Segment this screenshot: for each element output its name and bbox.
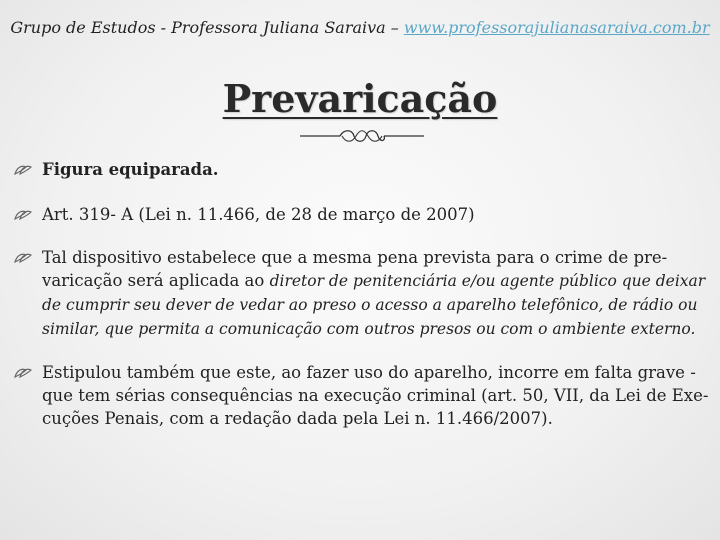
list-item: [12, 361, 712, 430]
scroll-flourish-icon: [300, 126, 424, 146]
slide-header: [0, 18, 720, 37]
list-item: [12, 246, 712, 341]
header-text: Grupo de Estudos - Professora Juliana Saraiva –: [10, 18, 404, 37]
bullet-text: Estipulou também que este, ao fazer uso do aparelho, incorre em falta grave - que tem sérias consequências na execução criminal (art. 50, VII, da Lei de Exe-cuções Penais, com a redação dada pela Lei n. 11.466/2007).: [42, 363, 709, 428]
list-item: [12, 203, 712, 226]
title-text: Prevaricação: [222, 76, 498, 121]
bullet-text: Art. 319- A (Lei n. 11.466, de 28 de março de 2007): [42, 205, 475, 224]
bullet-italic-text: diretor de penitenciária e/ou agente público que deixar de cumprir seu dever de vedar ao preso o acesso a aparelho telefônico, de rádio ou similar, que permita a comunicação com outros presos ou com o ambiente externo.: [42, 272, 706, 338]
double-leaf-icon: [12, 203, 34, 225]
bullet-text: Figura equiparada.: [42, 160, 219, 179]
double-leaf-icon: [12, 246, 34, 268]
header-link[interactable]: www.professorajulianasaraiva.com.br: [403, 18, 710, 37]
double-leaf-icon: [12, 158, 34, 180]
list-item: [12, 158, 712, 181]
bullet-list: [12, 158, 712, 430]
double-leaf-icon: [12, 361, 34, 383]
slide-title: [0, 76, 720, 121]
bullet-text: Tal dispositivo estabelece que a mesma pena prevista para o crime de pre-varicação será aplicada ao: [42, 248, 668, 290]
